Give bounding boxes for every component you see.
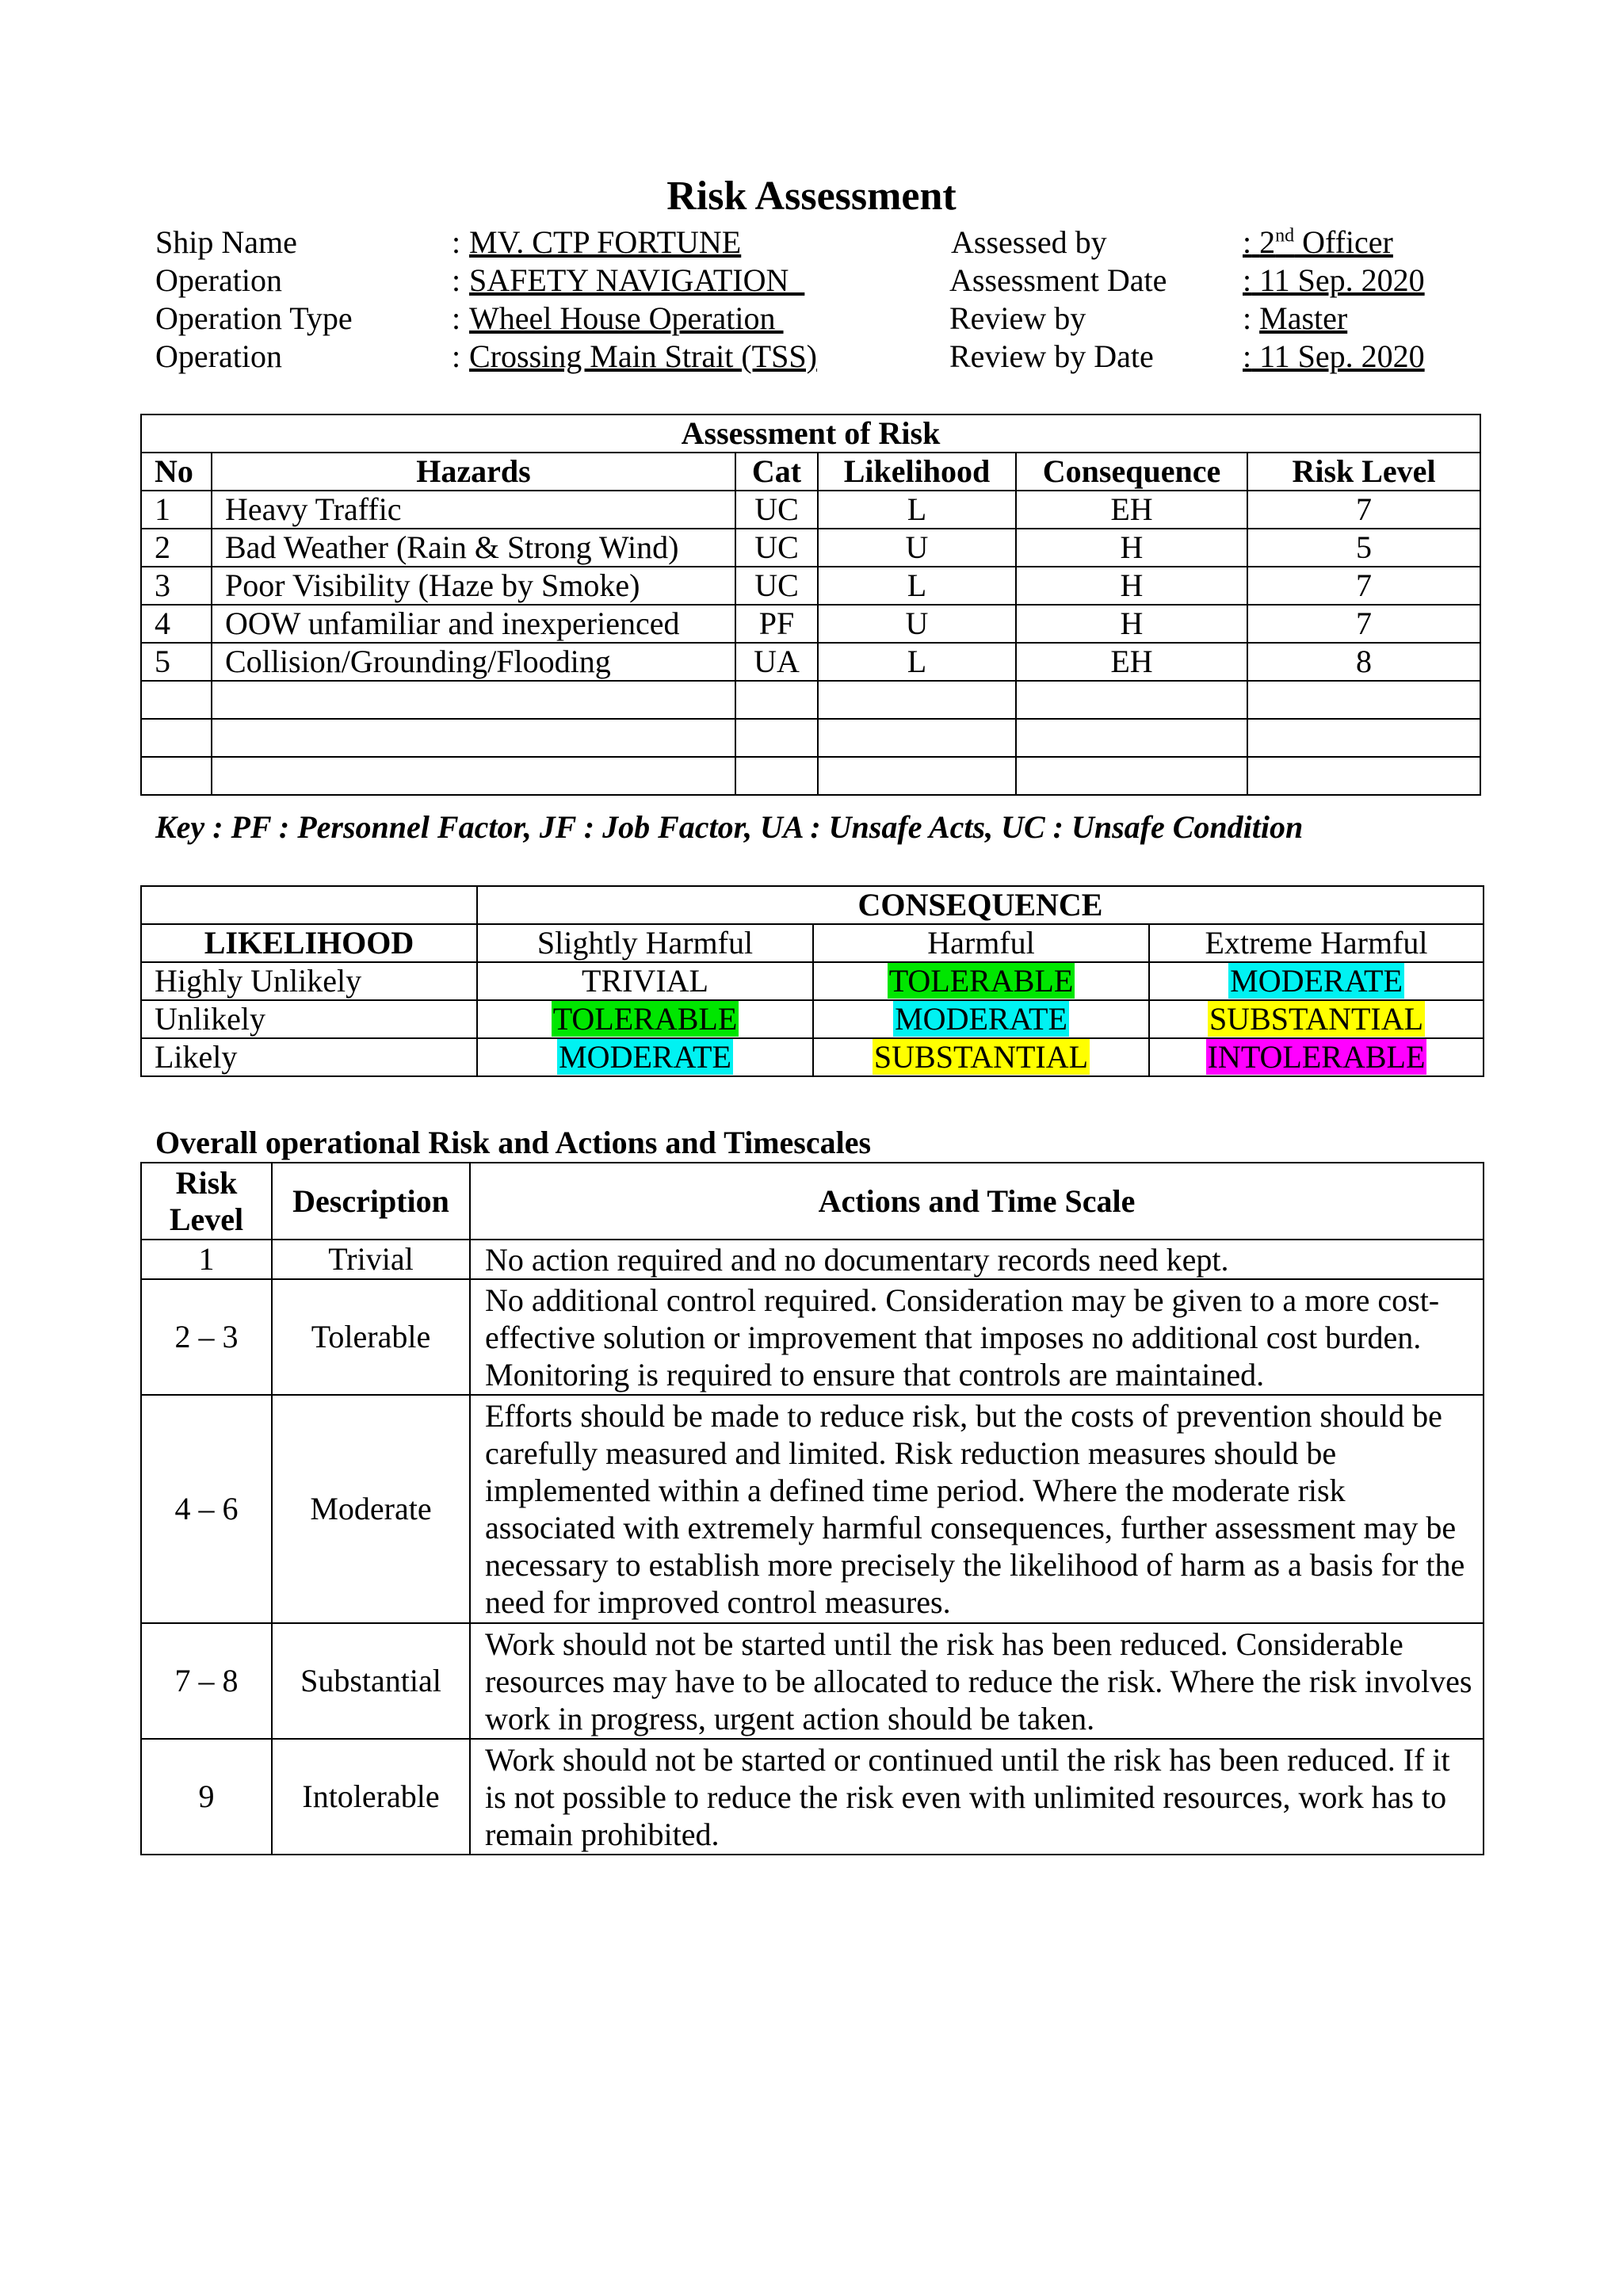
cell-cat: UC [735,567,818,605]
info-label-right: Review by [949,300,1086,336]
page-title: Risk Assessment [666,174,957,219]
risk-rating-intolerable: INTOLERABLE [1207,1039,1426,1075]
assessment-caption-row [141,415,1480,453]
cell-likelihood: L [818,643,1016,681]
cell-risk-level: 8 [1247,643,1480,681]
cell-consequence: H [1016,529,1247,567]
col-header-likelihood: Likelihood [818,453,1016,491]
matrix-header-row [141,924,1484,962]
col-header-description: Description [272,1163,470,1240]
cell-no: 4 [141,605,212,643]
matrix-cell [1149,1000,1484,1038]
cell-hazard: Bad Weather (Rain & Strong Wind) [212,529,735,567]
cell-no: 1 [141,491,212,529]
col-header-risk-level: Risk Level [141,1163,272,1240]
cell-cat: UA [735,643,818,681]
risk-matrix [140,885,1484,1077]
cell-hazard: Collision/Grounding/Flooding [212,643,735,681]
matrix-cell [813,962,1149,1000]
matrix-top-row [141,886,1484,924]
cell-risk-level: 1 [141,1240,272,1279]
matrix-row-label: Unlikely [141,1000,477,1038]
info-label: Operation Type [155,300,353,336]
cell-risk-level: 5 [1247,529,1480,567]
col-header-hazards: Hazards [212,453,735,491]
col-header-risk-level: Risk Level [1247,453,1480,491]
info-value: SAFETY NAVIGATION [469,262,805,298]
table-row [141,643,1480,681]
cell-likelihood: U [818,529,1016,567]
cell-risk-level: 9 [141,1739,272,1855]
table-row [141,567,1480,605]
col-header-consequence: Consequence [1016,453,1247,491]
cell-cat: UC [735,491,818,529]
cell-risk-level: 4 – 6 [141,1395,272,1623]
cell-no: 5 [141,643,212,681]
matrix-cell [477,962,813,1000]
cell-cat: PF [735,605,818,643]
info-value-right: : 11 Sep. 2020 [1243,338,1425,374]
cell-consequence: EH [1016,643,1247,681]
table-row [141,1279,1484,1395]
info-label: Operation [155,262,282,298]
risk-rating-moderate: MODERATE [895,1001,1067,1037]
overall-risk-table [140,1162,1484,1855]
info-value-right: : 2nd Officer [1243,224,1393,260]
cell-description: Substantial [272,1623,470,1739]
overall-header-row [141,1163,1484,1240]
cell-description: Moderate [272,1395,470,1623]
matrix-cell [477,1038,813,1076]
info-colon: : [452,224,461,260]
overall-section-title: Overall operational Risk and Actions and Timescales [155,1125,872,1160]
cell-hazard: OOW unfamiliar and inexperienced [212,605,735,643]
info-value-right: : 11 Sep. 2020 [1243,262,1425,298]
matrix-row [141,1000,1484,1038]
cell-no: 2 [141,529,212,567]
info-colon: : [1243,224,1252,260]
info-label-right: Assessed by [951,224,1107,260]
table-row [141,605,1480,643]
cell-hazard: Heavy Traffic [212,491,735,529]
col-header-cat: Cat [735,453,818,491]
consequence-heading: CONSEQUENCE [477,886,1484,924]
cell-hazard: Poor Visibility (Haze by Smoke) [212,567,735,605]
cell-likelihood: L [818,491,1016,529]
matrix-col-header: Extreme Harmful [1149,924,1484,962]
cell-description: Intolerable [272,1739,470,1855]
cell-likelihood: U [818,605,1016,643]
risk-rating-tolerable: TOLERABLE [552,1001,738,1037]
info-label-right: Review by Date [949,338,1154,374]
cell-action: No additional control required. Consideration may be given to a more cost-effective solution or improvement that imposes no additional cost burden. Monitoring is required to ensure that controls are maintained. [470,1279,1484,1395]
matrix-row [141,962,1484,1000]
cell-likelihood: L [818,567,1016,605]
category-key: Key : PF : Personnel Factor, JF : Job Factor, UA : Unsafe Acts, UC : Unsafe Condition [155,809,1304,845]
info-value: MV. CTP FORTUNE [469,224,742,260]
matrix-row-label: Likely [141,1038,477,1076]
info-value-right: : Master [1243,300,1348,336]
matrix-row [141,1038,1484,1076]
matrix-cell [813,1000,1149,1038]
info-colon: : [452,300,461,336]
risk-rating-trivial: TRIVIAL [582,963,708,999]
likelihood-heading: LIKELIHOOD [141,924,477,962]
cell-action: Work should not be started until the risk has been reduced. Considerable resources may have to be allocated to reduce the risk. Where the risk involves work in progress, urgent action should be taken. [470,1623,1484,1739]
info-label-right: Assessment Date [949,262,1167,298]
table-row [141,1739,1484,1855]
info-value: Crossing Main Strait (TSS) [469,338,817,374]
matrix-row-label: Highly Unlikely [141,962,477,1000]
cell-risk-level: 7 – 8 [141,1623,272,1739]
cell-consequence: EH [1016,491,1247,529]
table-row [141,1623,1484,1739]
matrix-cell [477,1000,813,1038]
info-colon: : [452,262,461,298]
info-label: Ship Name [155,224,297,260]
table-row-empty [141,681,1480,719]
info-label: Operation [155,338,282,374]
col-header-no: No [141,453,212,491]
cell-risk-level: 2 – 3 [141,1279,272,1395]
cell-no: 3 [141,567,212,605]
table-row [141,1395,1484,1623]
risk-rating-moderate: MODERATE [1230,963,1403,999]
assessment-table [140,414,1481,796]
table-row-empty [141,757,1480,795]
cell-description: Tolerable [272,1279,470,1395]
cell-consequence: H [1016,605,1247,643]
risk-rating-moderate: MODERATE [559,1039,731,1075]
cell-risk-level: 7 [1247,491,1480,529]
info-value: Wheel House Operation [469,300,784,336]
col-header-actions: Actions and Time Scale [470,1163,1484,1240]
matrix-col-header: Slightly Harmful [477,924,813,962]
table-row [141,491,1480,529]
table-row [141,1240,1484,1279]
cell-action: No action required and no documentary records need kept. [470,1240,1484,1279]
matrix-cell [1149,962,1484,1000]
risk-rating-substantial: SUBSTANTIAL [1209,1001,1424,1037]
table-row [141,529,1480,567]
matrix-cell [813,1038,1149,1076]
assessment-caption: Assessment of Risk [141,415,1480,453]
assessment-header-row [141,453,1480,491]
cell-action: Efforts should be made to reduce risk, but the costs of prevention should be carefully measured and limited. Risk reduction measures should be implemented within a defined time period. Where the moderate risk associated with extremely harmful consequences, further assessment may be necessary to establish more precisely the likelihood of harm as a basis for the need for improved control measures. [470,1395,1484,1623]
matrix-cell [1149,1038,1484,1076]
cell-risk-level: 7 [1247,567,1480,605]
risk-rating-tolerable: TOLERABLE [888,963,1074,999]
matrix-col-header: Harmful [813,924,1149,962]
cell-consequence: H [1016,567,1247,605]
cell-description: Trivial [272,1240,470,1279]
cell-action: Work should not be started or continued until the risk has been reduced. If it is not possible to reduce the risk even with unlimited resources, work has to remain prohibited. [470,1739,1484,1855]
table-row-empty [141,719,1480,757]
cell-risk-level: 7 [1247,605,1480,643]
info-colon: : [452,338,461,374]
cell-cat: UC [735,529,818,567]
risk-rating-substantial: SUBSTANTIAL [873,1039,1089,1075]
